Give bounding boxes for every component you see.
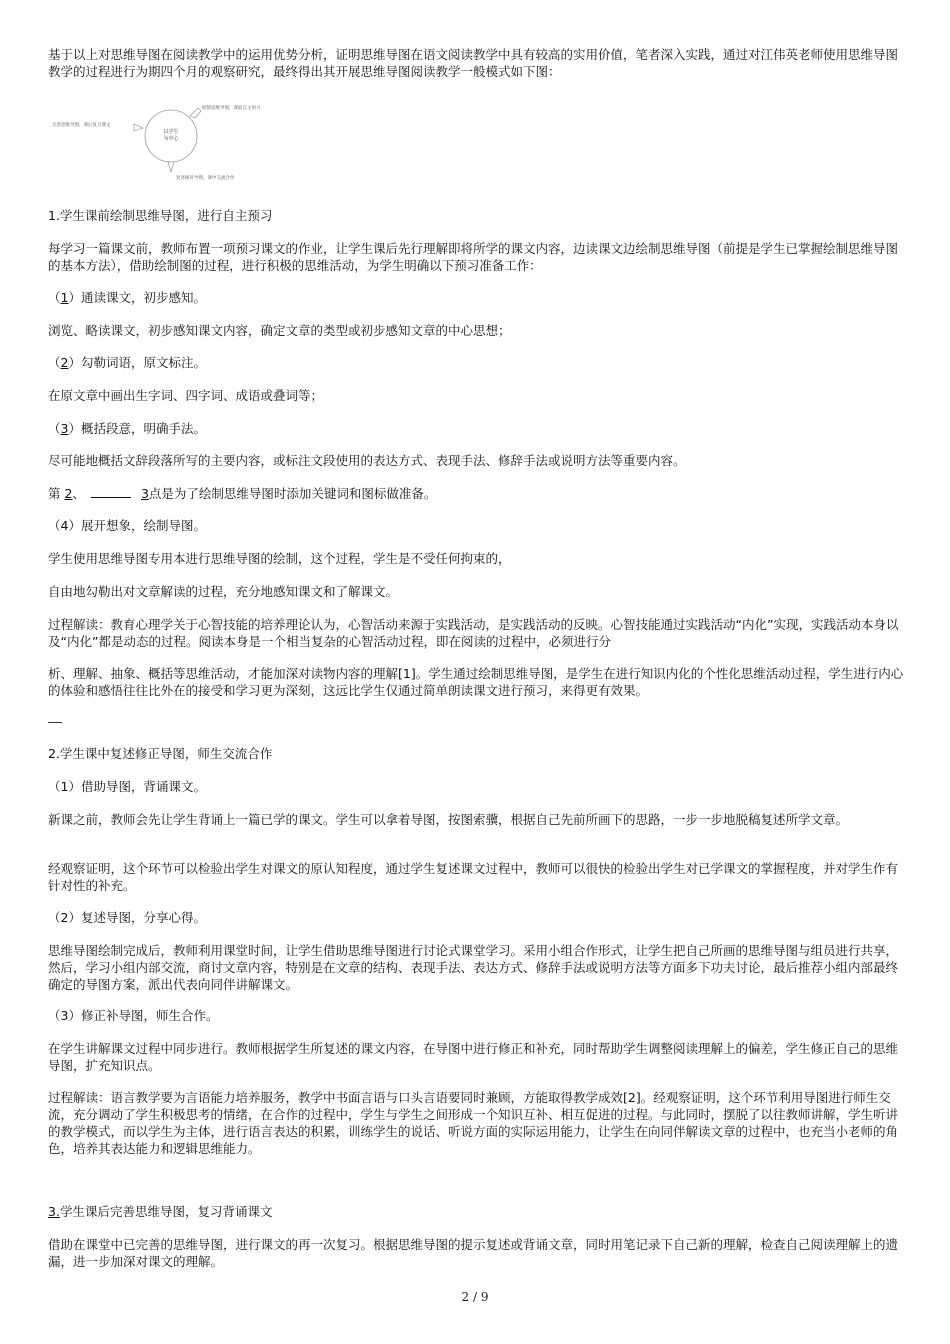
diagram-center-line1: 以学生 bbox=[163, 129, 179, 135]
intro-paragraph: 基于以上对思维导图在阅读教学中的运用优势分析，证明思维导图在语文阅读教学中具有较高的实用价值，笔者深入实践，通过对江伟英老师使用思维导图教学的过程进行为期四个月的观察研究，最终得出其开展思维导图阅读教学一般模式如下图： bbox=[48, 47, 899, 79]
s2-item1-heading: （1）借助导图，背诵课文。 bbox=[48, 779, 206, 794]
diagram-center-line2: 为中心 bbox=[163, 136, 179, 142]
diagram-label-left: 完善思维导图，课后复习课文 bbox=[52, 123, 111, 128]
section1-paragraph: 每学习一篇课文前，教师布置一项预习课文的作业，让学生课后先行理解即将所学的课文内容，边读课文边绘制思维导图（前提是学生已掌握绘制思维导图的基本方法），借助绘制图的过程，进行积极的思维活动，为学生明确以下预习准备工作： bbox=[48, 241, 899, 273]
s2-item2-heading: （2）复述导图，分享心得。 bbox=[48, 910, 206, 925]
s2-item3-heading: （3）修正补导图，师生合作。 bbox=[48, 1008, 219, 1023]
item1-desc: 浏览、略读课文，初步感知课文内容，确定文章的类型或初步感知文章的中心思想； bbox=[48, 323, 511, 338]
item2-desc: 在原文章中画出生字词、四字词、成语或叠词等； bbox=[48, 388, 324, 403]
section2-title: 2.学生课中复述修正导图，师生交流合作 bbox=[48, 746, 273, 761]
arrow-bottom bbox=[168, 162, 174, 172]
s2-item3-desc: 在学生讲解课文过程中同步进行。教师根据学生所复述的课文内容，在导图中进行修正和补充，同时帮助学生调整阅读理解上的偏差，学生修正自己的思维导图，扩充知识点。 bbox=[48, 1041, 899, 1073]
item4-desc1: 学生使用思维导图专用本进行思维导图的绘制，这个过程，学生是不受任何拘束的， bbox=[48, 551, 511, 566]
page-number: 2 / 9 bbox=[461, 1290, 489, 1304]
item1-heading: （1）通读课文，初步感知。 bbox=[48, 290, 206, 305]
s2-item1-desc: 新课之前，教师会先让学生背诵上一篇已学的课文。学生可以拿着导图，按图索骥，根据自己先前所画下的思路，一步一步地脱稿复述所学文章。 bbox=[48, 812, 849, 827]
arrow-left bbox=[134, 124, 143, 131]
section3-desc: 借助在课堂中已完善的思维导图，进行课文的再一次复习。根据思维导图的提示复述或背诵文章，同时用笔记录下自己新的理解，检查自己阅读理解上的遗漏，进一步加深对课文的理解。 bbox=[48, 1237, 899, 1269]
diagram-label-top-right: 绘制思维导图，课前自主预习 bbox=[202, 106, 261, 111]
separator-dash bbox=[48, 722, 62, 723]
item4-heading: （4）展开想象，绘制导图。 bbox=[48, 518, 206, 533]
s2-item2-desc: 思维导图绘制完成后，教师利用课堂时间，让学生借助思维导图进行讨论式课堂学习。采用小组合作形式，让学生把自己所画的思维导图与组员进行共享，然后，学习小组内部交流，商讨文章内容，特别是在文章的结构、表现手法、表达方式、修辞手法或说明方法等方面多下功夫讨论，最后推荐小组内部最终确定的导图方案，派出代表向同伴讲解课文。 bbox=[48, 943, 899, 992]
item4-desc2: 自由地勾勒出对文章解读的过程，充分地感知课文和了解课文。 bbox=[48, 584, 399, 599]
arrow-top-right bbox=[190, 108, 201, 118]
s2-item1-desc2: 经观察证明，这个环节可以检验出学生对课文的原认知程度，通过学生复述课文过程中，教师可以很快的检验出学生对已学课文的掌握程度，并对学生作有针对性的补充。 bbox=[48, 861, 899, 893]
section2-explain: 过程解读：语言教学要为言语能力培养服务，教学中书面言语与口头言语要同时兼顾，方能取得教学成效[2]。经观察证明，这个环节利用导图进行师生交流，充分调动了学生积极思考的情绪，在合作的过程中，学生与学生之间形成一个知识互补、相互促进的过程。与此同时，摆脱了以往教师讲解，学生听讲的教学模式，而以学生为主体，进行语言表达的积累，训练学生的说话、听说方面的实际运用能力，让学生在向同伴解读文章的过程中，也充当小老师的角色，培养其表达能力和逻辑思维能力。 bbox=[48, 1090, 899, 1156]
section3-title: 3.学生课后完善思维导图，复习背诵课文 bbox=[48, 1204, 273, 1219]
diagram-label-bottom: 复述修补导图，课中交流合作 bbox=[176, 176, 235, 181]
item2-heading: （2）勾勒词语，原文标注。 bbox=[48, 355, 206, 370]
section1-explain-part1: 过程解读：教育心理学关于心智技能的培养理论认为，心智活动来源于实践活动，是实践活动的反映。心智技能通过实践活动“内化”实现，实践活动本身以及“内化”都是动态的过程。阅读本身是一个相当复杂的心智活动过程，即在阅读的过程中，必须进行分 bbox=[48, 617, 899, 649]
item3-heading: （3）概括段意，明确手法。 bbox=[48, 421, 206, 436]
teaching-mode-diagram bbox=[50, 98, 300, 186]
note-line: 第 2、 3点是为了绘制思维导图时添加关键词和图标做准备。 bbox=[48, 486, 437, 501]
blank-underline bbox=[91, 485, 131, 498]
item3-desc: 尽可能地概括文辞段落所写的主要内容，或标注文段使用的表达方式、表现手法、修辞手法或说明方法等重要内容。 bbox=[48, 453, 686, 468]
section1-explain-part2: 析、理解、抽象、概括等思维活动，才能加深对读物内容的理解[1]。学生通过绘制思维导图，是学生在进行知识内化的个性化思维活动过程，学生进行内心的体验和感悟往往比外在的接受和学习更为深刻，这远比学生仅通过简单朗读课文进行预习，来得更有效果。 bbox=[48, 666, 904, 698]
section1-title: 1.学生课前绘制思维导图，进行自主预习 bbox=[48, 208, 273, 223]
